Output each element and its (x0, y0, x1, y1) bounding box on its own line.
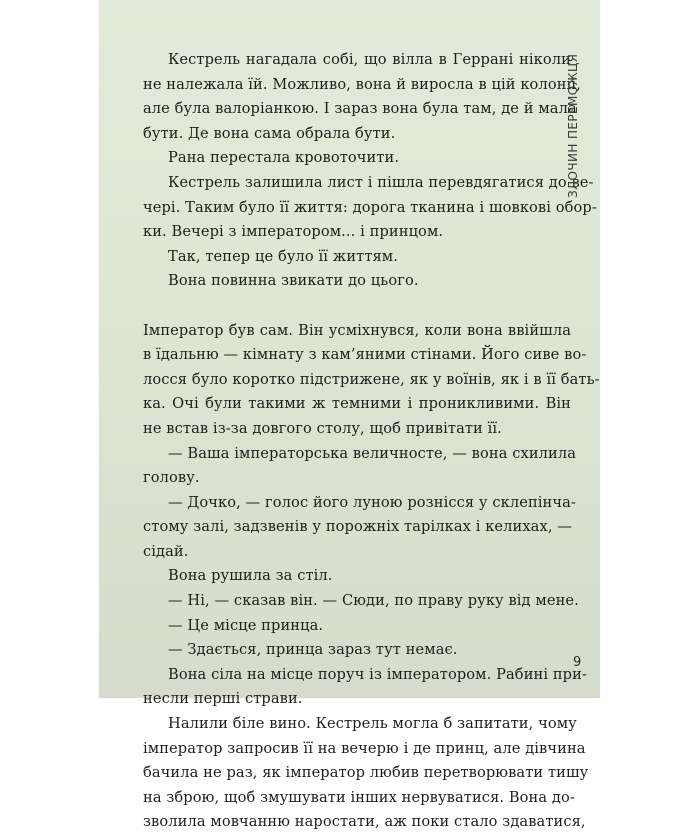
text-line: Вона рушила за стіл. (168, 567, 333, 585)
text-line: — Дочко, — голос його луною рознісся у склепінча- (168, 493, 576, 511)
text-line: — Ні, — сказав він. — Сюди, по праву руку від мене. (168, 592, 579, 610)
book-page (99, 0, 600, 831)
text-line: не встав із-за довгого столу, щоб привітати її. (143, 419, 502, 437)
text-line: Кестрель нагадала собі, що вілла в Геррані ніколи (168, 51, 571, 68)
text-line: зволила мовчанню наростати, аж поки стало здаватися, (143, 813, 586, 831)
text-line: сідай. (143, 542, 189, 560)
text-line: Імператор був сам. Він усміхнувся, коли вона ввійшла (143, 321, 571, 339)
section-break (143, 294, 571, 319)
text-line: — Ваша імператорська величносте, — вона схилила (168, 444, 577, 462)
text-line: чері. Таким було її життя: дорога тканина і шовкові обор- (143, 198, 597, 216)
text-line: ка. Очі були такими ж темними і проникливими. Він (143, 395, 571, 413)
text-line: Так, тепер це було її життям. (168, 247, 398, 265)
text-line: не належала їй. Можливо, вона й виросла в цій колонії, (143, 75, 581, 93)
page-number: 9 (573, 655, 582, 670)
text-line: лосся було коротко підстрижене, як у воїнів, як і в її бать- (143, 370, 600, 388)
text-line: бачила не раз, як імператор любив перетворювати тишу (143, 764, 589, 782)
text-line: Рана перестала кровоточити. (168, 149, 400, 167)
text-line: голову. (143, 469, 200, 487)
text-line: Налили біле вино. Кестрель могла б запитати, чому (168, 715, 577, 733)
text-line: ки. Вечері з імператором... і принцом. (143, 223, 444, 241)
text-line: але була валоріанкою. І зараз вона була там, де й мала (143, 100, 577, 118)
text-line: в їдальню — кімнату з кам’яними стінами. Його сиве во- (143, 346, 587, 364)
running-head: ЗЛОЧИН ПЕРЕМОЖЦЯ (566, 53, 580, 198)
text-line: бути. Де вона сама обрала бути. (143, 124, 396, 142)
text-line: Кестрель залишила лист і пішла перевдягатися до ве- (168, 173, 594, 191)
text-line: — Це місце принца. (168, 616, 324, 634)
text-line: стому залі, задзвенів у порожніх тарілках і келихах, — (143, 518, 572, 536)
text-line: на зброю, щоб змушувати інших нервуватися. Вона до- (143, 788, 575, 806)
text-line: імператор запросив її на вечерю і де принц, але дівчина (143, 739, 586, 757)
text-line: несли перші страви. (143, 690, 303, 708)
text-line: — Здається, принца зараз тут немає. (168, 641, 458, 659)
text-line: Вона сіла на місце поруч із імператором. Рабині при- (168, 665, 587, 683)
text-line: Вона повинна звикати до цього. (168, 272, 419, 290)
